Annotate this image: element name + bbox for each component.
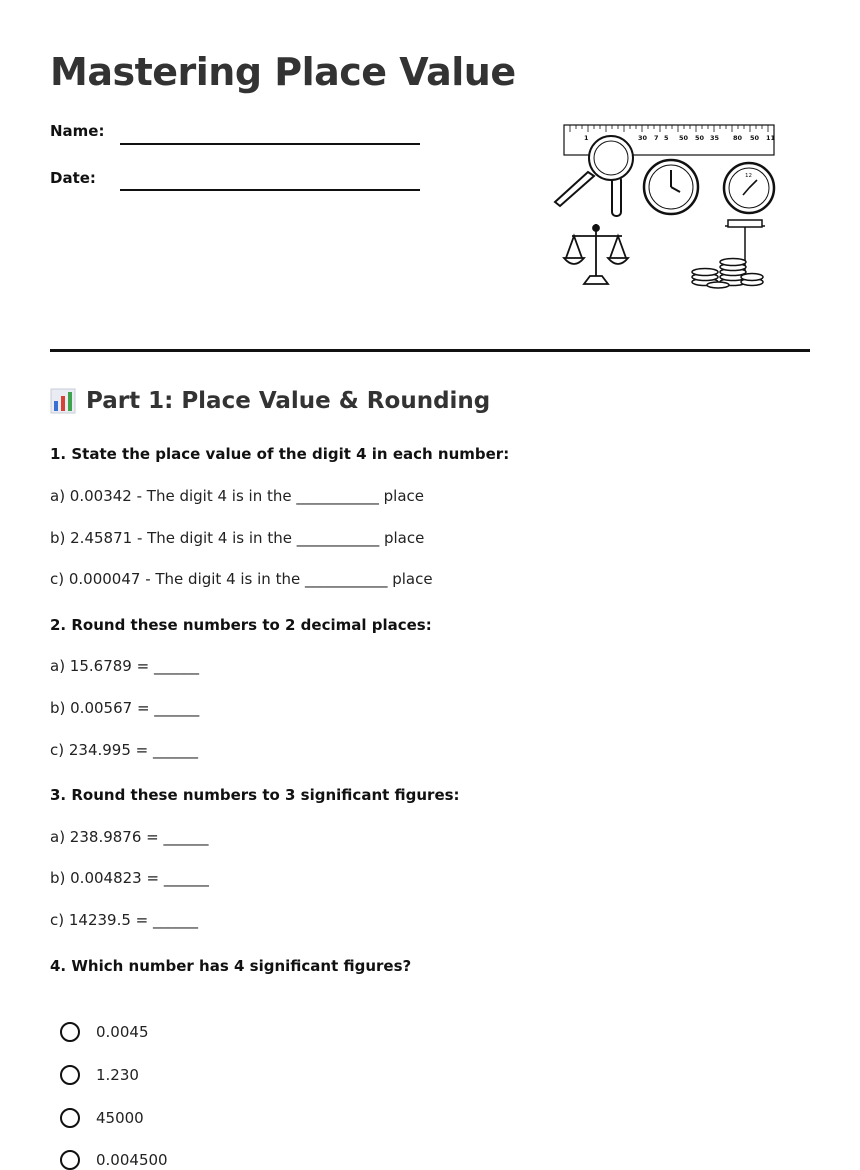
option-label: 45000: [96, 1109, 144, 1127]
option-2[interactable]: [60, 1065, 139, 1085]
option-4[interactable]: [60, 1150, 168, 1170]
ruler-number: 50: [679, 134, 689, 142]
page-title: Mastering Place Value: [50, 50, 516, 94]
question-2-item-c: c) 234.995 = ______: [50, 741, 199, 759]
ruler-number: 50: [695, 134, 705, 142]
question-3: 3. Round these numbers to 3 significant figures:: [50, 786, 460, 804]
radio-button[interactable]: [60, 1108, 80, 1128]
date-label: Date:: [50, 169, 96, 187]
question-1-item-a: a) 0.00342 - The digit 4 is in the ___________ place: [50, 487, 424, 505]
option-label: 0.0045: [96, 1023, 149, 1041]
balance-scale-icon: [564, 224, 628, 284]
ruler-number: 11: [766, 134, 776, 142]
question-1-item-c: c) 0.000047 - The digit 4 is in the ___________ place: [50, 570, 433, 588]
radio-button[interactable]: [60, 1022, 80, 1042]
option-label: 0.004500: [96, 1151, 168, 1169]
name-field[interactable]: [120, 143, 420, 145]
ruler-number: 30: [638, 134, 648, 142]
measurement-tools-illustration: [550, 120, 780, 292]
ruler-number: 7: [654, 134, 659, 142]
question-3-item-b: b) 0.004823 = ______: [50, 869, 209, 887]
bar-chart-icon: [50, 388, 76, 414]
question-2: 2. Round these numbers to 2 decimal places:: [50, 616, 432, 634]
part1-title: Part 1: Place Value & Rounding: [86, 388, 491, 414]
option-1[interactable]: [60, 1022, 149, 1042]
question-3-item-a: a) 238.9876 = ______: [50, 828, 209, 846]
section-divider: [50, 349, 810, 352]
ruler-number: 35: [710, 134, 720, 142]
question-2-item-b: b) 0.00567 = ______: [50, 699, 200, 717]
question-1: 1. State the place value of the digit 4 in each number:: [50, 445, 510, 463]
ruler-number: 50: [750, 134, 760, 142]
ruler-number: 80: [733, 134, 743, 142]
question-2-item-a: a) 15.6789 = ______: [50, 657, 199, 675]
wall-clock-icon: [644, 160, 698, 214]
name-label: Name:: [50, 122, 105, 140]
question-4: 4. Which number has 4 significant figures?: [50, 957, 412, 975]
coin-scale-icon: [692, 220, 765, 288]
question-1-item-b: b) 2.45871 - The digit 4 is in the ___________ place: [50, 529, 425, 547]
radio-button[interactable]: [60, 1150, 80, 1170]
radio-button[interactable]: [60, 1065, 80, 1085]
clock-number: 12: [745, 173, 752, 179]
ruler-number: 5: [664, 134, 669, 142]
option-3[interactable]: [60, 1108, 144, 1128]
question-3-item-c: c) 14239.5 = ______: [50, 911, 199, 929]
clock-icon: [724, 163, 774, 213]
ruler-number: 1: [584, 134, 589, 142]
option-label: 1.230: [96, 1066, 139, 1084]
part1-heading: [50, 388, 490, 414]
date-field[interactable]: [120, 189, 420, 191]
